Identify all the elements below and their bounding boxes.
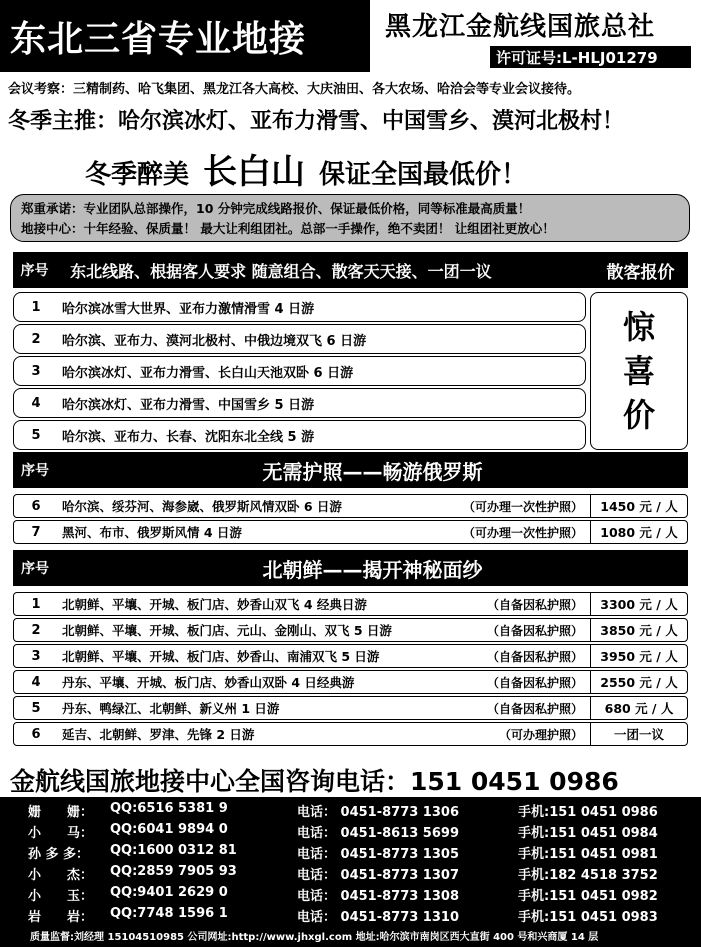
table-row bbox=[13, 696, 688, 720]
passport-note: （可办理一次性护照） bbox=[462, 499, 583, 514]
section-3-header bbox=[13, 550, 688, 586]
price: 680 元 / 人 bbox=[590, 697, 687, 719]
row-number: 2 bbox=[31, 622, 41, 638]
table-row bbox=[13, 670, 688, 694]
contact-tel: 电话： 0451-8773 1310 bbox=[297, 910, 459, 925]
row-number: 3 bbox=[31, 648, 41, 664]
row-number: 2 bbox=[31, 331, 41, 347]
passport-note: （自备因私护照） bbox=[486, 675, 583, 690]
surprise-char-2: 喜 bbox=[622, 352, 655, 390]
banner-part-c: 保证全国最低价！ bbox=[319, 160, 528, 190]
contact-name: 小 马： bbox=[28, 826, 94, 841]
contact-tel: 电话： 0451-8773 1306 bbox=[297, 805, 459, 820]
contact-name: 姗 姗： bbox=[28, 805, 94, 820]
table-row bbox=[13, 520, 688, 544]
row-number: 4 bbox=[31, 395, 41, 411]
col-number: 序号 bbox=[20, 263, 49, 279]
contact-qq: QQ:2859 7905 93 bbox=[110, 864, 237, 879]
contact-mobile: 手机:151 0451 0983 bbox=[518, 910, 658, 925]
surprise-price bbox=[590, 292, 688, 450]
price: 1080 元 / 人 bbox=[590, 521, 687, 543]
price: 3850 元 / 人 bbox=[590, 619, 687, 641]
contact-tel: 电话： 0451-8613 5699 bbox=[297, 826, 459, 841]
license-number: 许可证号:L-HLJ01279 bbox=[490, 46, 691, 68]
contact-mobile: 手机:151 0451 0982 bbox=[518, 889, 658, 904]
banner-part-a: 冬季醉美 bbox=[85, 160, 190, 190]
contact-name: 小 杰： bbox=[28, 868, 94, 883]
contact-tel: 电话： 0451-8773 1305 bbox=[297, 847, 459, 862]
changbaishan-banner bbox=[85, 144, 527, 193]
price: 3300 元 / 人 bbox=[590, 593, 687, 615]
company-name: 黑龙江金航线国旅总社 bbox=[385, 12, 656, 42]
route-name: 丹东、鸭绿江、北朝鲜、新义州 1 日游 bbox=[62, 701, 280, 716]
row-number: 6 bbox=[31, 498, 41, 514]
promise-box bbox=[10, 194, 690, 242]
contacts-panel bbox=[0, 797, 701, 947]
table-row bbox=[13, 618, 688, 642]
price: 1450 元 / 人 bbox=[590, 495, 687, 517]
table-row bbox=[13, 494, 688, 518]
passport-note: （自备因私护照） bbox=[486, 597, 583, 612]
contact-mobile: 手机:151 0451 0981 bbox=[518, 847, 658, 862]
table-row bbox=[13, 324, 586, 354]
table-row bbox=[13, 420, 586, 450]
contact-tel: 电话： 0451-8773 1308 bbox=[297, 889, 459, 904]
surprise-char-1: 惊 bbox=[622, 308, 655, 346]
contact-qq: QQ:7748 1596 1 bbox=[110, 906, 228, 921]
route-name: 北朝鲜、平壤、开城、板门店、妙香山、南浦双飞 5 日游 bbox=[62, 649, 380, 664]
contact-qq: QQ:6516 5381 9 bbox=[110, 801, 228, 816]
route-name: 哈尔滨冰雪大世界、亚布力激情滑雪 4 日游 bbox=[62, 301, 315, 317]
section-1-title: 东北线路、根据客人要求 随意组合、散客天天接、一团一议 bbox=[70, 261, 492, 281]
contact-mobile: 手机:151 0451 0984 bbox=[518, 826, 658, 841]
passport-note: （自备因私护照） bbox=[486, 623, 583, 638]
price: 2550 元 / 人 bbox=[590, 671, 687, 693]
section-1-header bbox=[13, 252, 688, 288]
contact-name: 岩 岩： bbox=[28, 910, 94, 925]
table-row bbox=[13, 722, 688, 746]
promise-line-1: 郑重承诺：专业团队总部操作，10 分钟完成线路报价、保证最低价格，同等标准最高质量！ bbox=[21, 201, 531, 216]
meeting-text: 会议考察：三精制药、哈飞集团、黑龙江各大高校、大庆油田、各大农场、哈洽会等专业会议接待。 bbox=[8, 82, 581, 97]
table-row bbox=[13, 644, 688, 668]
contact-mobile: 手机:182 4518 3752 bbox=[518, 868, 658, 883]
row-number: 1 bbox=[31, 596, 41, 612]
table-row bbox=[13, 356, 586, 386]
contact-tel: 电话： 0451-8773 1307 bbox=[297, 868, 459, 883]
route-name: 哈尔滨、绥芬河、海参崴、俄罗斯风情双卧 6 日游 bbox=[62, 499, 342, 514]
contact-name: 孙 多 多： bbox=[28, 847, 90, 862]
contact-qq: QQ:1600 0312 81 bbox=[110, 843, 237, 858]
row-number: 4 bbox=[31, 674, 41, 690]
row-number: 5 bbox=[31, 427, 41, 443]
row-number: 6 bbox=[31, 726, 41, 742]
footnote: 质量监督:刘经理 15104510985 公司网址:http://www.jhxgl.com 地址:哈尔滨市南岗区西大直街 400 号和兴商厦 14 层 bbox=[30, 932, 599, 943]
table-row bbox=[13, 388, 586, 418]
route-name: 北朝鲜、平壤、开城、板门店、妙香山双飞 4 经典日游 bbox=[62, 597, 367, 612]
price: 3950 元 / 人 bbox=[590, 645, 687, 667]
hotline: 金航线国旅地接中心全国咨询电话：151 0451 0986 bbox=[10, 767, 619, 796]
col-price: 散客报价 bbox=[606, 262, 675, 283]
table-row bbox=[13, 592, 688, 616]
route-name: 丹东、平壤、开城、板门店、妙香山双卧 4 日经典游 bbox=[62, 675, 355, 690]
contact-qq: QQ:9401 2629 0 bbox=[110, 885, 228, 900]
surprise-char-3: 价 bbox=[622, 396, 655, 434]
passport-note: （可办理护照） bbox=[498, 727, 583, 742]
route-name: 哈尔滨冰灯、亚布力滑雪、中国雪乡 5 日游 bbox=[62, 397, 315, 413]
header bbox=[0, 0, 701, 72]
section-2-title: 无需护照——畅游俄罗斯 bbox=[262, 459, 483, 484]
contact-name: 小 玉： bbox=[28, 889, 94, 904]
row-number: 5 bbox=[31, 700, 41, 716]
col-number: 序号 bbox=[21, 561, 49, 577]
page-title: 东北三省专业地接 bbox=[0, 0, 370, 72]
route-name: 北朝鲜、平壤、开城、板门店、元山、金刚山、双飞 5 日游 bbox=[62, 623, 392, 638]
route-name: 延吉、北朝鲜、罗津、先锋 2 日游 bbox=[62, 727, 255, 742]
row-number: 3 bbox=[31, 363, 41, 379]
route-name: 哈尔滨、亚布力、长春、沈阳东北全线 5 游 bbox=[62, 429, 315, 445]
route-name: 哈尔滨、亚布力、漠河北极村、中俄边境双飞 6 日游 bbox=[62, 333, 367, 349]
row-number: 1 bbox=[31, 299, 41, 315]
passport-note: （可办理一次性护照） bbox=[462, 525, 583, 540]
section-2-header bbox=[13, 452, 688, 488]
price: 一团一议 bbox=[590, 723, 687, 745]
col-number: 序号 bbox=[21, 463, 49, 479]
section-3-title: 北朝鲜——揭开神秘面纱 bbox=[262, 557, 483, 582]
contact-qq: QQ:6041 9894 0 bbox=[110, 822, 228, 837]
route-name: 哈尔滨冰灯、亚布力滑雪、长白山天池双卧 6 日游 bbox=[62, 365, 354, 381]
row-number: 7 bbox=[31, 524, 41, 540]
passport-note: （自备因私护照） bbox=[486, 701, 583, 716]
promise-line-2: 地接中心：十年经验、保质量！ 最大让利组团社。总部一手操作，绝不卖团！ 让组团社更放心！ bbox=[21, 221, 555, 236]
table-row bbox=[13, 292, 586, 322]
contact-mobile: 手机:151 0451 0986 bbox=[518, 805, 658, 820]
winter-highlight: 冬季主推：哈尔滨冰灯、亚布力滑雪、中国雪乡、漠河北极村！ bbox=[8, 109, 625, 134]
route-name: 黑河、布市、俄罗斯风情 4 日游 bbox=[62, 525, 242, 540]
banner-part-b: 长白山 bbox=[203, 152, 306, 192]
passport-note: （自备因私护照） bbox=[486, 649, 583, 664]
